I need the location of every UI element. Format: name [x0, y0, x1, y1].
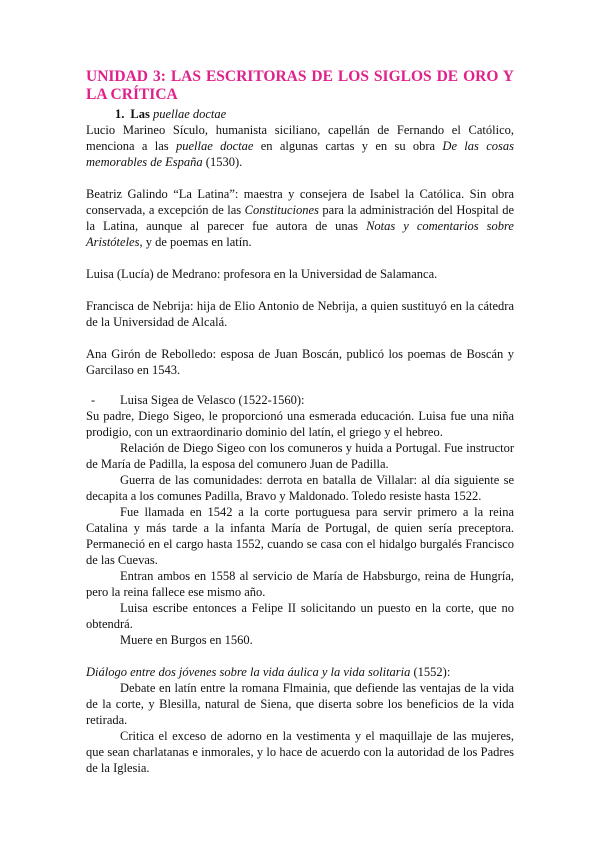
- work-title-italic: Notas y comentarios sobre Aristóteles: [86, 219, 514, 249]
- sigea-paragraph-7: Muere en Burgos en 1560.: [120, 633, 253, 647]
- work-title-italic: Constituciones: [244, 203, 319, 217]
- bullet-luisa-sigea: [86, 392, 514, 408]
- section-label-italic: puellae doctae: [152, 107, 227, 121]
- paragraph-francisca-nebrija: Francisca de Nebrija: hija de Elio Antonio de Nebrija, a quien sustituyó en la cátedra de la Universidad de Alcalá.: [86, 299, 514, 329]
- dialogo-title-rest: (1552):: [410, 665, 451, 679]
- paragraph-lucio-marineo: [86, 122, 514, 170]
- work-title-italic: De las cosas memorables de España: [86, 139, 514, 169]
- section-label-bold: Las: [130, 107, 150, 121]
- text-run: , y de poemas en latín.: [139, 235, 252, 249]
- bullet-dash: -: [91, 393, 96, 407]
- text-run: en algunas cartas y en su obra: [253, 139, 443, 153]
- unit-title: UNIDAD 3: LAS ESCRITORAS DE LOS SIGLOS DE ORO Y LA CRÍTICA: [86, 68, 514, 103]
- text-run: (1530).: [202, 155, 243, 169]
- sigea-paragraph-2: Relación de Diego Sigeo con los comuneros y huida a Portugal. Fue instructor de María de Padilla, la esposa del comunero Juan de Padilla.: [86, 441, 514, 471]
- dialogo-title-line: [86, 664, 514, 680]
- italic-run: puellae doctae: [175, 139, 254, 153]
- sigea-paragraph-6: Luisa escribe entonces a Felipe II solicitando un puesto en la corte, que no obtendrá.: [86, 601, 514, 631]
- bullet-text: Luisa Sigea de Velasco (1522-1560):: [120, 393, 305, 407]
- sigea-paragraph-3: Guerra de las comunidades: derrota en batalla de Villalar: al día siguiente se decapita a los comunes Padilla, Bravo y Maldonado. Toledo resiste hasta 1522.: [86, 473, 514, 503]
- paragraph-beatriz-galindo: [86, 186, 514, 250]
- text-run: para la administración del Hospital de la Latina, aunque al parecer fue autora de unas: [86, 203, 514, 233]
- text-run: Beatriz Galindo “La Latina”: maestra y consejera de Isabel la Católica. Sin obra conservada, a excepción de las: [86, 187, 514, 217]
- section-number: 1.: [115, 107, 125, 121]
- paragraph-luisa-medrano: Luisa (Lucía) de Medrano: profesora en la Universidad de Salamanca.: [86, 267, 438, 281]
- dialogo-paragraph-2: Critica el exceso de adorno en la vestimenta y el maquillaje de las mujeres, que sean charlatanas e inmorales, y lo hace de acuerdo con la autoridad de los Padres de la Iglesia.: [86, 729, 514, 775]
- section-heading-puellae: [86, 106, 514, 122]
- sigea-paragraph-4: Fue llamada en 1542 a la corte portuguesa para servir primero a la reina Catalina y más tarde a la infanta María de Portugal, de quien sería preceptora. Permaneció en el cargo hasta 1552, cuando se casa con el hidalgo burgalés Francisco de las Cuevas.: [86, 505, 514, 567]
- paragraph-ana-giron: Ana Girón de Rebolledo: esposa de Juan Boscán, publicó los poemas de Boscán y Garcilaso en 1543.: [86, 347, 514, 377]
- dialogo-paragraph-1: Debate en latín entre la romana Flmainia, que defiende las ventajas de la vida de la corte, y Blesilla, natural de Siena, que diserta sobre los beneficios de la vida retirada.: [86, 681, 514, 727]
- dialogo-title-italic: Diálogo entre dos jóvenes sobre la vida áulica y la vida solitaria: [86, 665, 411, 679]
- sigea-paragraph-1: Su padre, Diego Sigeo, le proporcionó una esmerada educación. Luisa fue una niña prodigio, con un extraordinario dominio del latín, el griego y el hebreo.: [86, 409, 514, 439]
- text-run: Lucio Marineo Sículo, humanista siciliano, capellán de Fernando el Católico, menciona a las: [86, 123, 514, 153]
- sigea-paragraph-5: Entran ambos en 1558 al servicio de María de Habsburgo, reina de Hungría, pero la reina fallece ese mismo año.: [86, 569, 514, 599]
